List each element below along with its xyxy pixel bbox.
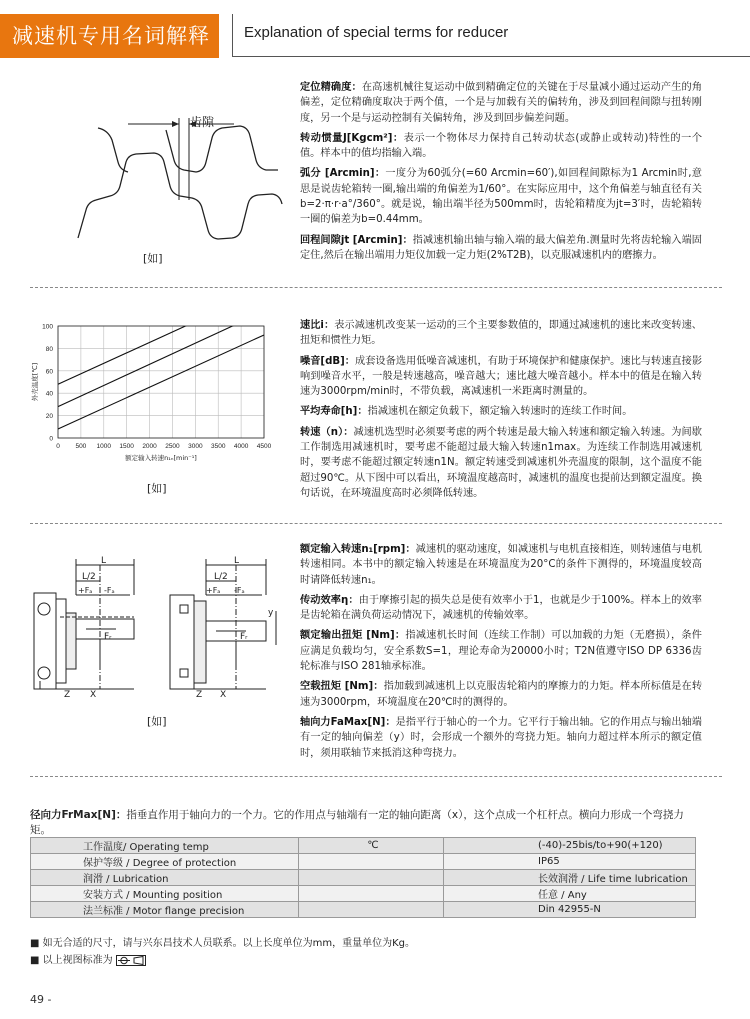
shaft-load-diagram (30, 555, 285, 700)
para-rated-input-speed: 额定输入转速n₁[rpm]：减速机的驱动速度，如减速机与电机直接相连，则转速值与电机转速相同。本书中的额定输入转速是在环境温度为20°C的条件下测得的，环境温度较高时请降低转速n₁。 (300, 544, 702, 586)
spec-cell: (-40)-25bis/to+90(+120) (444, 838, 696, 854)
figure1-caption: [如] (143, 252, 163, 265)
spec-cell (299, 886, 444, 902)
y-axis-label: 外壳温度[℃] (31, 362, 39, 402)
y-tick-label: 40 (45, 390, 53, 398)
para-speed: 转速（n）：减速机选型时必须要考虑的两个转速是最大输入转速和额定输入转速。为间歇工作制选用减速机时，要考虑不能超过最大输入转速n1max。为连续工作制选用减速机时，要考虑不能超过额定转速n1N。额定转速受到减速机外壳温度的限制，这个温度不能超过90℃。从下图中可以看出，环境温度越高时，减速机的温度也提前达到额定温度。换句话说，在环境温度高时必须降低转速。 (300, 426, 702, 499)
separator-2 (30, 523, 722, 524)
para-backlash: 回程间隙jt [Arcmin]：指减速机输出轴与输入端的最大偏差角.测量时先将齿轮输入端固定住,然后在输出端用力矩仪加载一定力矩(2%T2B)，以克服减速机内的磨擦力。 (300, 234, 702, 261)
y-tick-label: 100 (42, 323, 53, 331)
x-tick-label: 1500 (119, 443, 134, 450)
header-title-en: Explanation of special terms for reducer (244, 24, 509, 41)
backlash-label: 齿隙 (190, 115, 215, 129)
note-view-standard: ■ 以上视图标准为 (30, 951, 146, 966)
dim-L2-left: L/2 (82, 572, 96, 582)
spec-cell: 润滑 / Lubrication (31, 870, 299, 886)
spec-cell (299, 854, 444, 870)
spec-row (31, 854, 696, 870)
dim-X-right: X (220, 690, 227, 700)
page-number: 49 - (30, 993, 52, 1006)
spec-cell (299, 870, 444, 886)
projection-symbol-icon (116, 955, 146, 966)
dim-Fr-right: Fᵣ (240, 632, 248, 642)
spec-cell: IP65 (444, 854, 696, 870)
spec-table (30, 837, 696, 918)
dim-Z-right: Z (196, 690, 203, 700)
section1-text (300, 80, 702, 268)
header-rule (232, 56, 750, 57)
spec-row (31, 886, 696, 902)
spec-cell: 法兰标准 / Motor flange precision (31, 902, 299, 918)
x-tick-label: 2500 (165, 443, 180, 450)
para-rated-output-torque: 额定输出扭矩 [Nm]：指减速机长时间（连续工作制）可以加载的力矩（无磨损），条件应满足负载均匀，安全系数S=1，理论寿命为20000小时；T2N值遵守ISO DP 6336齿轮标准与ISO 281轴承标准。 (300, 630, 702, 673)
dim-Z-left: Z (64, 690, 71, 700)
separator-1 (30, 287, 722, 288)
gear-backlash-figure (58, 100, 288, 250)
spec-cell (299, 902, 444, 918)
dim-Fa-neg-right: -Fₐ (234, 586, 245, 595)
para-service-life: 平均寿命[h]：指减速机在额定负载下，额定输入转速时的连续工作时间。 (300, 406, 633, 418)
x-tick-label: 2000 (142, 443, 157, 450)
figure3-caption: [如] (147, 715, 167, 728)
temperature-chart (28, 318, 283, 478)
x-tick-label: 500 (75, 443, 87, 450)
spec-cell: 工作温度/ Operating temp (31, 838, 299, 854)
dim-L-left: L (101, 556, 107, 566)
radial-force-text: 径向力FrMax[N]：指垂直作用于轴向力的一个力。它的作用点与轴端有一定的轴向距离（x），这个点成一个杠杆点。横向力形成一个弯挠力矩。 (30, 809, 684, 836)
header-divider (232, 14, 233, 56)
para-axial-force: 轴向力FaMax[N]：是指平行于轴心的一个力。它平行于输出轴。它的作用点与输出轴端有一定的轴向偏差（y）时，会形成一个额外的弯挠力矩。轴向力超过样本所示的额定值时，须用联轴节来抵消这种弯挠力。 (300, 716, 702, 759)
x-tick-label: 4500 (256, 443, 272, 450)
y-tick-label: 60 (45, 368, 53, 376)
section3-text (300, 542, 702, 766)
x-tick-label: 4000 (233, 443, 249, 450)
para-positioning-accuracy: 定位精确度：在高速机械往复运动中做到精确定位的关键在于尽量减小通过运动产生的角偏差，定位精确度取决于两个值，一个是与加载有关的偏转角，涉及到回程间隙与扭转刚度，另一个是与运动控制有关偏转角，涉及到回步偏差问题。 (300, 82, 703, 124)
para-moment-of-inertia: 转动惯量J[Kgcm²]：表示一个物体尽力保持自己转动状态(或静止或转动)特性的一个值。样本中的值均指输入端。 (300, 132, 703, 160)
dim-X-left: X (90, 690, 97, 700)
spec-cell: ℃ (299, 838, 444, 854)
dim-L2-right: L/2 (214, 572, 228, 582)
section2-text (300, 318, 702, 506)
y-tick-label: 80 (45, 345, 53, 353)
series-line (58, 335, 264, 429)
dim-Fa-pos-right: +Fₐ (206, 586, 221, 595)
spec-cell: 任意 / Any (444, 886, 696, 902)
x-tick-label: 1000 (96, 443, 112, 450)
para-efficiency: 传动效率η：由于摩擦引起的损失总是使有效率小于1，也就是少于100%。样本上的效率是齿轮箱在满负荷运动情况下，减速机的传输效率。 (300, 594, 702, 622)
spec-cell: 保护等级 / Degree of protection (31, 854, 299, 870)
para-noise: 噪音[dB]：成套设备选用低噪音减速机，有助于环境保护和健康保护。速比与转速直接影响到噪音水平，一般是转速越高，噪音越大；速比越大噪音越小。样本中的值是在输入转速为3000rpm/min时，不带负载，离减速机一米距离时测量的。 (300, 355, 703, 398)
spec-row (31, 838, 696, 854)
spec-cell: 安装方式 / Mounting position (31, 886, 299, 902)
spec-cell: Din 42955-N (444, 902, 696, 918)
para-arcmin: 弧分 [Arcmin]：一度分为60弧分(=60 Arcmin=60′),如回程间隙标为1 Arcmin时,意思是说齿轮箱转一圈,输出端的角偏差为1/60°。在实际应用中，这个角偏差与轴直径有关b=2·π·r·a°/360°。就是说，输出端半径为500mm时，齿轮箱精度为jt=3′时，齿轮箱转一圈的偏差为b=0.44mm。 (300, 168, 702, 226)
header-title-cn: 减速机专用名词解释 (0, 14, 219, 58)
x-tick-label: 3500 (210, 443, 226, 450)
spec-cell: 长效润滑 / Life time lubrication (444, 870, 696, 886)
y-tick-label: 20 (45, 413, 53, 421)
x-axis-label: 额定输入转速n₁ₙ[min⁻¹] (125, 454, 197, 462)
dim-L-right: L (234, 556, 240, 566)
x-tick-label: 3000 (188, 443, 203, 450)
separator-3 (30, 776, 722, 777)
dim-Fr-left: Fᵣ (104, 632, 112, 642)
spec-row (31, 902, 696, 918)
dim-Fa-pos-left: +Fₐ (78, 586, 93, 595)
series-line (58, 318, 264, 384)
y-tick-label: 0 (49, 435, 53, 443)
para-ratio: 速比i：表示减速机改变某一运动的三个主要参数值的，即通过减速机的速比来改变转速、扭矩和惯性力矩。 (300, 320, 702, 347)
note-contact: ■ 如无合适的尺寸，请与兴东昌技术人员联系。以上长度单位为mm，重量单位为Kg。 (30, 938, 416, 949)
x-tick-label: 0 (56, 443, 60, 450)
spec-row (31, 870, 696, 886)
dim-y-right: y (268, 608, 274, 618)
figure2-caption: [如] (147, 482, 167, 495)
para-no-load-torque: 空载扭矩 [Nm]：指加载到减速机上以克服齿轮箱内的摩擦力的力矩。样本所标值是在转速为3000rpm，环境温度在20℃时的测得的。 (300, 681, 703, 708)
dim-Fa-neg-left: -Fₐ (104, 586, 115, 595)
